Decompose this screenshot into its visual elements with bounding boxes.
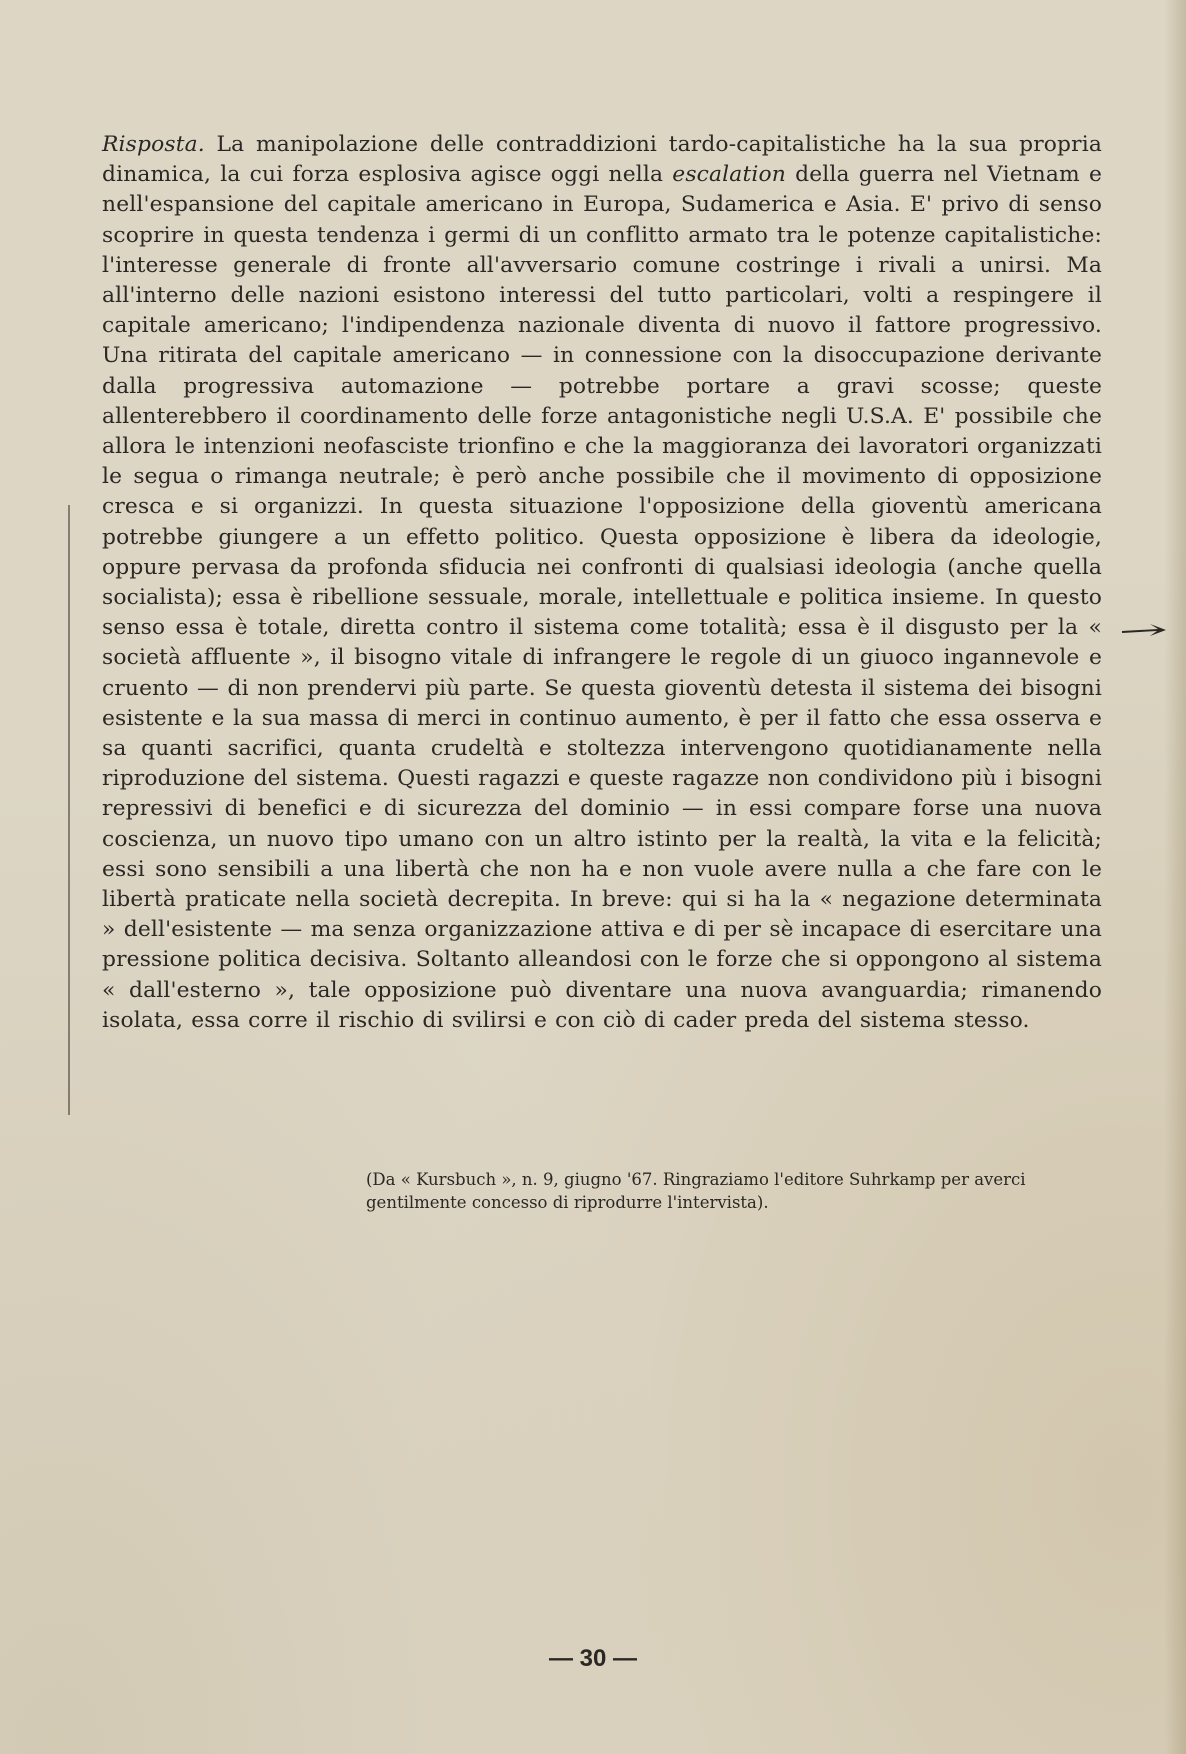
paragraph-text-rest: della guerra nel Vietnam e nell'espansione del capitale americano in Europa, Sudamerica e Asia. E' privo di senso scoprire in questa tendenza i germi di un conflitto armato tra le potenze capitalistiche: l'interesse generale di fronte all'avversario comune costringe i rivali a unirsi. Ma all'interno delle nazioni esistono interessi del tutto particolari, volti a respingere il capitale americano; l'indipendenza nazionale diventa di nuovo il fattore progressivo. Una ritirata del capitale americano — in connessione con la disoccupazione derivante dalla progressiva automazione — potrebbe portare a gravi scosse; queste allenterebbero il coordinamento delle forze antagonistiche negli U.S.A. E' possibile che allora le intenzioni neofasciste trionfino e che la maggioranza dei lavoratori organizzati le segua o rimanga neutrale; è però anche possibile che il movimento di opposizione cresca e si organizzi. In questa situazione l'opposizione della gioventù americana potrebbe giungere a un effetto politico. Questa opposizione è libera da ideologie, oppure pervasa da profonda sfiducia nei confronti di qualsiasi ideologia (anche quella socialista); essa è ribellione sessuale, morale, intellettuale e politica insieme. In questo senso essa è totale, diretta contro il sistema come totalità; essa è il disgusto per la « società affluente », il bisogno vitale di infrangere le regole di un giuoco ingannevole e cruento — di non prendervi più parte. Se questa gioventù detesta il sistema dei bisogni esistente e la sua massa di merci in continuo aumento, è per il fatto che essa osserva e sa quanti sacrifici, quanta crudeltà e stoltezza intervengono quotidianamente nella riproduzione del sistema. Questi ragazzi e queste ragazze non condividono più i bisogni repressivi di benefici e di sicurezza del dominio — in essi compare forse una nuova coscienza, un nuovo tipo umano con un altro istinto per la realtà, la vita e la felicità; essi sono sensibili a una libertà che non ha e non vuole avere nulla a che fare con le libertà praticate nella società decrepita. In breve: qui si ha la « negazione determinata » dell'esistente — ma senza organizzazione attiva e di per sè incapace di esercitare una pressione politica decisiva. Soltanto alleandosi con le forze che si oppongono al sistema « dall'esterno », tale opposizione può diventare una nuova avanguardia; rimanendo isolata, essa corre il rischio di svilirsi e con ciò di cader preda del sistema stesso.	[102, 162, 1102, 1033]
interview-answer-paragraph	[102, 130, 1102, 1036]
paragraph-text-start: La manipolazione delle contraddizioni tardo-capitalistiche ha la sua propria dinamica, la cui forza esplosiva agisce oggi nella	[102, 132, 1102, 188]
margin-arrow-icon	[1120, 622, 1168, 638]
escalation-term: escalation	[672, 162, 786, 188]
page-edge-shadow	[1164, 0, 1186, 1754]
answer-label: Risposta.	[102, 132, 205, 157]
source-citation: (Da « Kursbuch », n. 9, giugno '67. Ringraziamo l'editore Suhrkamp per averci gentilmente concesso di riprodurre l'intervista).	[366, 1170, 1026, 1212]
margin-pencil-line	[68, 505, 70, 1115]
page-number: — 30 —	[548, 1645, 638, 1672]
